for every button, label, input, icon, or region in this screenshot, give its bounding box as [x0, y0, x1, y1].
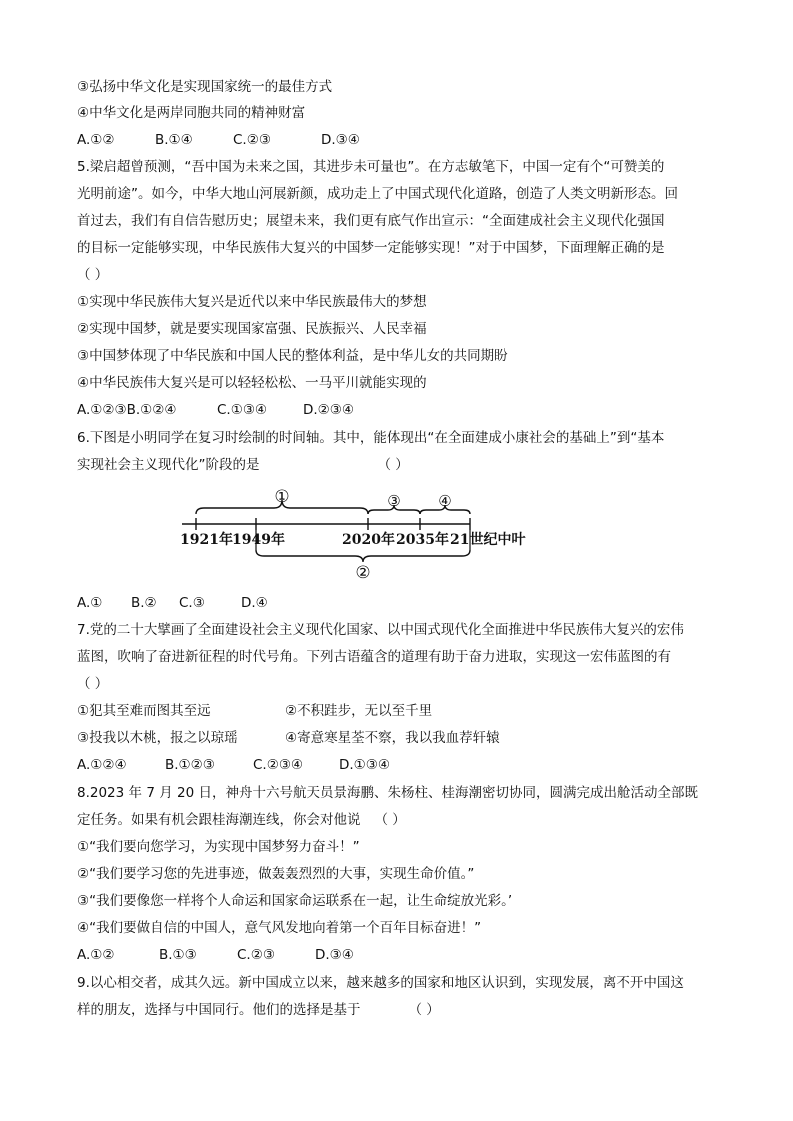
q5-stem-line-3: 首过去，我们有自信告慰历史；展望未来，我们更有底气作出宣示：“全面建成社会主义现代化强国: [77, 213, 665, 229]
timeline-diagram: [170, 480, 540, 590]
q7-statement-1: ①犯其至难而图其至远: [77, 703, 211, 719]
q8-options: [77, 946, 354, 964]
q4-option-a: A.①②: [77, 132, 115, 148]
q8-option-c: C.②③: [237, 947, 275, 963]
q6-option-d: D.④: [241, 595, 268, 611]
q5-stem-line-2: 光明前途”。如今，中华大地山河展新颜，成功走上了中国式现代化道路，创造了人类文明新形态。回: [77, 186, 678, 202]
timeline-svg: [170, 480, 540, 590]
q7-stem-line-1: 7.党的二十大擘画了全面建设社会主义现代化国家、以中国式现代化全面推进中华民族伟大复兴的宏伟: [77, 622, 684, 638]
q8-statement-3: ③“我们要像您一样将个人命运和国家命运联系在一起，让生命绽放光彩。’: [77, 893, 513, 909]
year-label-1949: 1949年: [232, 532, 285, 548]
q6-stem-line-1: 6.下图是小明同学在复习时绘制的时间轴。其中，能体现出“在全面建成小康社会的基础上”到“基本: [77, 430, 665, 446]
q8-statement-4: ④“我们要做自信的中国人，意气风发地向着第一个百年目标奋进！”: [77, 920, 482, 936]
q4-options: [77, 131, 360, 149]
q8-statement-2: ②“我们要学习您的先进事迹，做轰轰烈烈的大事，实现生命价值。”: [77, 866, 475, 882]
q5-statement-2: ②实现中国梦，就是要实现国家富强、民族振兴、人民幸福: [77, 321, 427, 337]
q9-stem-line-2-text: 样的朋友，选择与中国同行。他们的选择是基于: [77, 1002, 361, 1018]
q7-statements-row-2: [77, 729, 500, 747]
q7-statement-3: ③投我以木桃，报之以琼瑶: [77, 730, 238, 746]
q5-option-c: C.①③④: [217, 402, 268, 418]
q5-statement-1: ①实现中华民族伟大复兴是近代以来中华民族最伟大的梦想: [77, 294, 427, 310]
q4-statement-3: ③弘扬中华文化是实现国家统一的最佳方式: [77, 79, 333, 95]
bracket-2: [256, 550, 470, 562]
q5-stem-line-1: 5.梁启超曾预测，“吾中国为未来之国，其进步未可量也”。在方志敏笔下，中国一定有个“可赞美的: [77, 159, 665, 175]
q6-option-a: A.①: [77, 595, 103, 611]
q6-stem-line-2: [77, 456, 409, 474]
q7-option-d: D.①③④: [339, 757, 390, 773]
q5-option-d: D.②③④: [303, 402, 354, 418]
q4-statement-4: ④中华文化是两岸同胞共同的精神财富: [77, 105, 306, 121]
q9-answer-paren: （ ）: [408, 1002, 440, 1018]
year-label-21c: 21世纪中叶: [450, 532, 526, 548]
bracket-label-2: ②: [355, 563, 371, 583]
bracket-label-3: ③: [387, 492, 401, 510]
q8-option-b: B.①③: [159, 947, 197, 963]
q7-statement-4: ④寄意寒星荃不察，我以我血荐轩辕: [285, 730, 500, 746]
q8-statement-1: ①“我们要向您学习，为实现中国梦努力奋斗！”: [77, 839, 360, 855]
q7-answer-paren: （ ）: [77, 676, 109, 692]
bracket-label-4: ④: [438, 492, 452, 510]
q8-stem-line-2: [77, 811, 406, 829]
q7-option-b: B.①②③: [165, 757, 215, 773]
q4-option-b: B.①④: [155, 132, 193, 148]
q5-option-ab: A.①②③B.①②④: [77, 402, 177, 418]
q6-option-b: B.②: [131, 595, 157, 611]
year-label-2020: 2020年: [342, 532, 395, 548]
q5-statement-3: ③中国梦体现了中华民族和中国人民的整体利益，是中华儿女的共同期盼: [77, 348, 508, 364]
q5-stem-line-4: 的目标一定能够实现，中华民族伟大复兴的中国梦一定能够实现！”对于中国梦，下面理解正确的是: [77, 240, 665, 256]
q8-option-a: A.①②: [77, 947, 115, 963]
q8-option-d: D.③④: [315, 947, 354, 963]
q9-stem-line-1: 9.以心相交者，成其久远。新中国成立以来，越来越多的国家和地区认识到，实现发展，离不开中国这: [77, 975, 684, 991]
q6-answer-paren: （ ）: [377, 457, 409, 473]
q4-option-c: C.②③: [233, 132, 271, 148]
q7-statement-2: ②不积跬步，无以至千里: [285, 703, 433, 719]
q5-answer-paren: （ ）: [77, 267, 109, 283]
q7-stem-line-2: 蓝图，吹响了奋进新征程的时代号角。下列古语蕴含的道理有助于奋力进取，实现这一宏伟蓝图的有: [77, 649, 671, 665]
q8-answer-paren: （ ）: [374, 812, 406, 828]
q6-stem-line-2-text: 实现社会主义现代化”阶段的是: [77, 457, 260, 473]
year-label-1921: 1921年: [180, 532, 233, 548]
q7-statements-row-1: [77, 702, 432, 720]
q6-options: [77, 594, 268, 612]
q8-stem-line-2-text: 定任务。如果有机会跟桂海潮连线，你会对他说: [77, 812, 361, 828]
year-label-2035: 2035年: [396, 532, 449, 548]
q8-stem-line-1: 8.2023 年 7 月 20 日，神舟十六号航天员景海鹏、朱杨柱、桂海潮密切协同，圆满完成出舱活动全部既: [77, 785, 698, 801]
bracket-label-1: ①: [274, 487, 290, 507]
q7-option-c: C.②③④: [253, 757, 304, 773]
q5-options: [77, 401, 354, 419]
q7-option-a: A.①②④: [77, 757, 127, 773]
q5-statement-4: ④中华民族伟大复兴是可以轻轻松松、一马平川就能实现的: [77, 375, 427, 391]
q4-option-d: D.③④: [321, 132, 360, 148]
q9-stem-line-2: [77, 1001, 440, 1019]
q6-option-c: C.③: [179, 595, 205, 611]
q7-options: [77, 756, 390, 774]
